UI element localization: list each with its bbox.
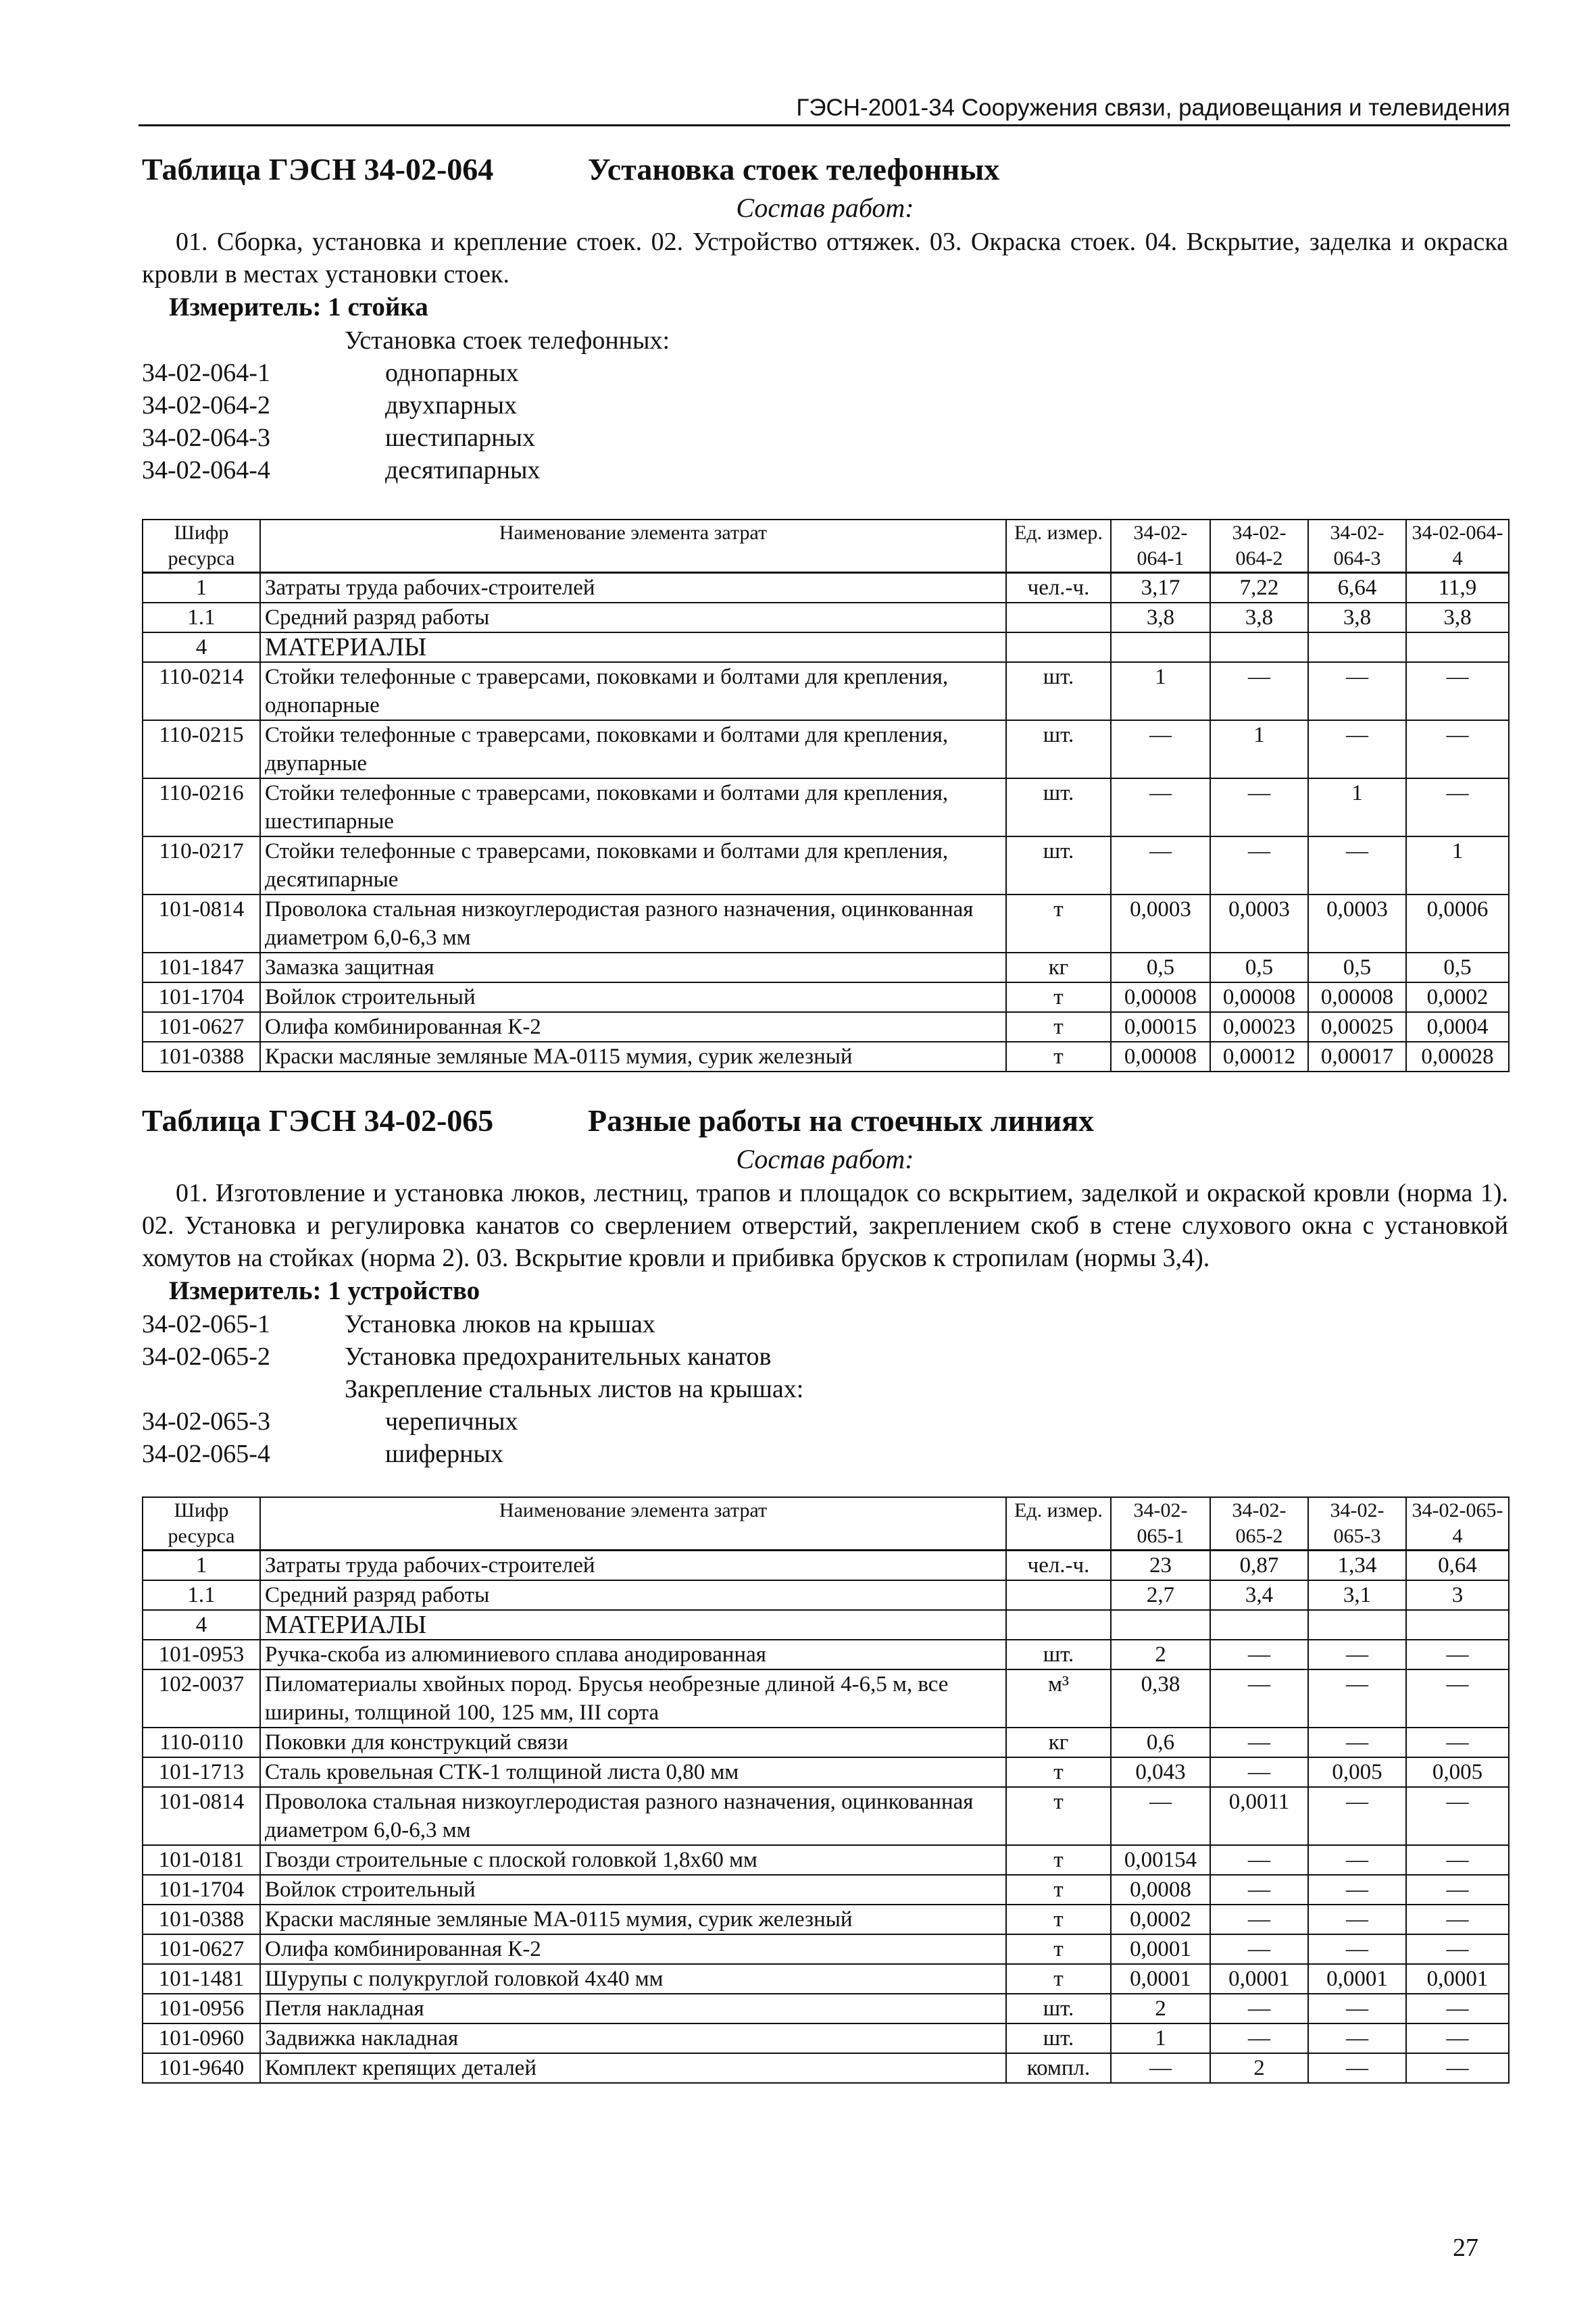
norm-code: 34-02-065-2 [142, 1342, 270, 1371]
unit-cell: шт. [1006, 662, 1111, 720]
col-header-norm: 34-02-065-2 [1210, 1497, 1308, 1551]
table-row [143, 1012, 1509, 1042]
norm-code: 34-02-065-1 [142, 1310, 270, 1338]
value-cell: — [1210, 1994, 1308, 2023]
col-header-unit: Ед. измер. [1006, 520, 1111, 573]
resource-name: Затраты труда рабочих-строителей [260, 1551, 1006, 1581]
value-cell: 3,4 [1210, 1580, 1308, 1610]
norm-code: 34-02-064-2 [142, 391, 270, 420]
value-cell: 0,0003 [1111, 895, 1210, 953]
value-cell: 0,00012 [1210, 1042, 1308, 1072]
norm-item [142, 389, 1508, 422]
value-cell [1210, 1610, 1308, 1640]
value-cell: — [1210, 2023, 1308, 2053]
unit-cell: шт. [1006, 2023, 1111, 2053]
value-cell: 0,00015 [1111, 1012, 1210, 1042]
value-cell: — [1111, 778, 1210, 836]
unit-cell [1006, 603, 1111, 632]
table-row [143, 1551, 1509, 1581]
norm-item [142, 422, 1508, 454]
resource-name: Сталь кровельная СТК-1 толщиной листа 0,80 мм [260, 1757, 1006, 1787]
unit-cell: шт. [1006, 720, 1111, 778]
table-row [143, 1610, 1509, 1640]
value-cell: 0,0001 [1111, 1934, 1210, 1964]
col-header-norm: 34-02-064-3 [1308, 520, 1406, 573]
value-cell: — [1210, 1728, 1308, 1757]
resource-name: Стойки телефонные с траверсами, поковками и болтами для крепления, однопарные [260, 662, 1006, 720]
norms-list [142, 1308, 1508, 1373]
value-cell: 1 [1111, 662, 1210, 720]
value-cell: — [1210, 1845, 1308, 1875]
resource-code: 101-0956 [143, 1994, 260, 2023]
resource-code: 101-1704 [143, 1875, 260, 1905]
value-cell [1111, 1610, 1210, 1640]
value-cell: — [1210, 1905, 1308, 1934]
value-cell: 0,5 [1210, 953, 1308, 982]
resource-name: Пиломатериалы хвойных пород. Брусья необрезные длиной 4-6,5 м, все ширины, толщиной 100, 125 мм, III сорта [260, 1669, 1006, 1728]
value-cell: 0,00023 [1210, 1012, 1308, 1042]
table-row [143, 953, 1509, 982]
table-row [143, 2023, 1509, 2053]
value-cell: — [1406, 1728, 1509, 1757]
col-header-unit: Ед. измер. [1006, 1497, 1111, 1551]
resource-name: МАТЕРИАЛЫ [260, 1610, 1006, 1640]
value-cell: — [1111, 836, 1210, 895]
resource-code: 1.1 [143, 603, 260, 632]
table-row [143, 1580, 1509, 1610]
unit-cell: т [1006, 895, 1111, 953]
value-cell: 0,87 [1210, 1551, 1308, 1581]
value-cell: 0,00008 [1111, 982, 1210, 1012]
col-header-norm: 34-02-065-3 [1308, 1497, 1406, 1551]
resource-code: 1 [143, 1551, 260, 1581]
resource-code: 101-9640 [143, 2053, 260, 2083]
value-cell: 0,0001 [1406, 1964, 1509, 1994]
resource-code: 101-1713 [143, 1757, 260, 1787]
resource-code: 101-0388 [143, 1042, 260, 1072]
value-cell: 7,22 [1210, 573, 1308, 603]
meter: Измеритель: 1 устройство [169, 1276, 480, 1305]
table-row [143, 836, 1509, 895]
resource-code: 1.1 [143, 1580, 260, 1610]
resource-code: 110-0216 [143, 778, 260, 836]
value-cell: — [1308, 662, 1406, 720]
unit-cell: т [1006, 1042, 1111, 1072]
value-cell: — [1210, 1669, 1308, 1728]
value-cell: — [1210, 1757, 1308, 1787]
table-code: Таблица ГЭСН 34-02-064 [142, 152, 494, 186]
value-cell: — [1308, 1845, 1406, 1875]
value-cell: 0,0004 [1406, 1012, 1509, 1042]
value-cell: 0,00008 [1210, 982, 1308, 1012]
value-cell: — [1210, 1875, 1308, 1905]
value-cell: 2 [1111, 1994, 1210, 2023]
value-cell: 3,8 [1406, 603, 1509, 632]
table-row [143, 1728, 1509, 1757]
composition-title: Состав работ: [736, 193, 914, 223]
norm-code: 34-02-064-4 [142, 456, 270, 484]
value-cell: 0,0011 [1210, 1787, 1308, 1845]
norm-code: 34-02-064-3 [142, 424, 270, 452]
norms-list [142, 1405, 1508, 1470]
col-header-name: Наименование элемента затрат [260, 1497, 1006, 1551]
resource-name: Краски масляные земляные МА-0115 мумия, сурик железный [260, 1042, 1006, 1072]
unit-cell: м³ [1006, 1669, 1111, 1728]
value-cell: 11,9 [1406, 573, 1509, 603]
value-cell: 1 [1111, 2023, 1210, 2053]
section-34-02-064 [142, 150, 1508, 486]
value-cell: — [1210, 1934, 1308, 1964]
value-cell: — [1308, 836, 1406, 895]
unit-cell: кг [1006, 953, 1111, 982]
value-cell: — [1308, 1994, 1406, 2023]
resource-code: 110-0215 [143, 720, 260, 778]
resource-name: Гвозди строительные с плоской головкой 1,8х60 мм [260, 1845, 1006, 1875]
resource-code: 101-0181 [143, 1845, 260, 1875]
value-cell: 1 [1308, 778, 1406, 836]
resource-code: 101-0388 [143, 1905, 260, 1934]
unit-cell: чел.-ч. [1006, 1551, 1111, 1581]
value-cell: — [1308, 1875, 1406, 1905]
resource-code: 101-0814 [143, 895, 260, 953]
table-row [143, 895, 1509, 953]
resource-name: Войлок строительный [260, 1875, 1006, 1905]
resource-name: Войлок строительный [260, 982, 1006, 1012]
table-row [143, 1042, 1509, 1072]
value-cell: 0,5 [1111, 953, 1210, 982]
value-cell: 0,043 [1111, 1757, 1210, 1787]
value-cell [1111, 632, 1210, 662]
resource-name: Средний разряд работы [260, 1580, 1006, 1610]
value-cell: — [1308, 2053, 1406, 2083]
table-row [143, 720, 1509, 778]
resource-name: Стойки телефонные с траверсами, поковками и болтами для крепления, десятипарные [260, 836, 1006, 895]
col-header-code: Шифр ресурса [143, 1497, 260, 1551]
value-cell: 1 [1406, 836, 1509, 895]
norm-item [142, 357, 1508, 389]
resource-code: 110-0217 [143, 836, 260, 895]
value-cell: — [1406, 1787, 1509, 1845]
value-cell: — [1210, 1640, 1308, 1669]
unit-cell: т [1006, 1964, 1111, 1994]
value-cell: 0,64 [1406, 1551, 1509, 1581]
value-cell: — [1308, 1905, 1406, 1934]
resource-code: 101-0814 [143, 1787, 260, 1845]
table-title: Установка стоек телефонных [588, 152, 1000, 186]
table-row [143, 573, 1509, 603]
col-header-code: Шифр ресурса [143, 520, 260, 573]
resource-code: 4 [143, 1610, 260, 1640]
resource-name: Шурупы с полукруглой головкой 4х40 мм [260, 1964, 1006, 1994]
value-cell: 3,8 [1210, 603, 1308, 632]
value-cell: — [1111, 2053, 1210, 2083]
value-cell: — [1406, 1640, 1509, 1669]
table-heading [142, 1101, 1508, 1140]
resource-name: Стойки телефонные с траверсами, поковками и болтами для крепления, шестипарные [260, 778, 1006, 836]
value-cell: — [1406, 662, 1509, 720]
resource-name: Ручка-скоба из алюминиевого сплава анодированная [260, 1640, 1006, 1669]
unit-cell: т [1006, 1757, 1111, 1787]
value-cell: — [1308, 1669, 1406, 1728]
table-row [143, 778, 1509, 836]
value-cell: 0,00008 [1308, 982, 1406, 1012]
value-cell: 0,5 [1308, 953, 1406, 982]
value-cell: — [1406, 778, 1509, 836]
table-row [143, 982, 1509, 1012]
value-cell: 3 [1406, 1580, 1509, 1610]
unit-cell: шт. [1006, 1994, 1111, 2023]
composition-text: 01. Изготовление и установка люков, лестниц, трапов и площадок со вскрытием, заделкой и окраской кровли (норма 1). 02. Установка и регулировка канатов со сверлением отверстий, закреплением скоб в стене слухового окна с установкой хомутов на стойках (норма 2). 03. Вскрытие кровли и прибивка брусков к стропилам (нормы 3,4). [142, 1179, 1508, 1272]
table-row [143, 1845, 1509, 1875]
resource-code: 101-1847 [143, 953, 260, 982]
composition-text: 01. Сборка, установка и крепление стоек. 02. Устройство оттяжек. 03. Окраска стоек. 04. Вскрытие, заделка и окраска кровли в местах установки стоек. [142, 228, 1508, 288]
table-title: Разные работы на стоечных линиях [588, 1103, 1095, 1138]
unit-cell [1006, 632, 1111, 662]
value-cell [1308, 632, 1406, 662]
value-cell: 6,64 [1308, 573, 1406, 603]
value-cell: 0,00154 [1111, 1845, 1210, 1875]
value-cell: 1,34 [1308, 1551, 1406, 1581]
value-cell: 0,00025 [1308, 1012, 1406, 1042]
resource-code: 101-0627 [143, 1012, 260, 1042]
resource-code: 102-0037 [143, 1669, 260, 1728]
table-row [143, 603, 1509, 632]
value-cell: 1 [1210, 720, 1308, 778]
unit-cell: т [1006, 1875, 1111, 1905]
value-cell: 3,17 [1111, 573, 1210, 603]
resource-code: 101-0627 [143, 1934, 260, 1964]
value-cell: 0,6 [1111, 1728, 1210, 1757]
unit-cell: шт. [1006, 778, 1111, 836]
value-cell: — [1406, 1934, 1509, 1964]
value-cell: — [1210, 836, 1308, 895]
norm-name: шестипарных [385, 424, 535, 452]
value-cell: — [1406, 1875, 1509, 1905]
unit-cell: шт. [1006, 836, 1111, 895]
resource-name: Комплект крепящих деталей [260, 2053, 1006, 2083]
value-cell: — [1406, 1905, 1509, 1934]
resource-code: 110-0214 [143, 662, 260, 720]
value-cell: — [1406, 1845, 1509, 1875]
resource-code: 101-1481 [143, 1964, 260, 1994]
col-header-name: Наименование элемента затрат [260, 520, 1006, 573]
resource-code: 4 [143, 632, 260, 662]
table-row [143, 1875, 1509, 1905]
col-header-norm: 34-02-064-1 [1111, 520, 1210, 573]
value-cell: 3,1 [1308, 1580, 1406, 1610]
col-header-norm: 34-02-065-1 [1111, 1497, 1210, 1551]
resource-name: Средний разряд работы [260, 603, 1006, 632]
unit-cell: т [1006, 1787, 1111, 1845]
value-cell: — [1406, 720, 1509, 778]
table-row [143, 1757, 1509, 1787]
norm-name: шиферных [385, 1440, 503, 1468]
norm-code: 34-02-065-3 [142, 1407, 270, 1436]
table-row [143, 1905, 1509, 1934]
composition-title: Состав работ: [736, 1144, 914, 1174]
unit-cell: т [1006, 1012, 1111, 1042]
value-cell: 0,0003 [1308, 895, 1406, 953]
value-cell: 0,0006 [1406, 895, 1509, 953]
value-cell: 2 [1210, 2053, 1308, 2083]
resource-name: Петля накладная [260, 1994, 1006, 2023]
value-cell: — [1111, 720, 1210, 778]
value-cell: 3,8 [1308, 603, 1406, 632]
table-row [143, 1964, 1509, 1994]
resource-code: 101-0953 [143, 1640, 260, 1669]
value-cell: — [1308, 1934, 1406, 1964]
col-header-norm: 34-02-064-4 [1406, 520, 1509, 573]
running-header: ГЭСН-2001-34 Сооружения связи, радиовещания и телевидения [139, 93, 1510, 126]
col-header-norm: 34-02-065-4 [1406, 1497, 1509, 1551]
value-cell: 0,0008 [1111, 1875, 1210, 1905]
value-cell: — [1210, 662, 1308, 720]
value-cell: 0,0001 [1308, 1964, 1406, 1994]
resource-name: Краски масляные земляные МА-0115 мумия, сурик железный [260, 1905, 1006, 1934]
norms-list [142, 357, 1508, 486]
value-cell: 0,0002 [1406, 982, 1509, 1012]
resource-name: Задвижка накладная [260, 2023, 1006, 2053]
norms-subheading: Установка стоек телефонных: [345, 326, 670, 355]
norm-item [142, 1308, 1508, 1340]
value-cell: 23 [1111, 1551, 1210, 1581]
resource-code: 110-0110 [143, 1728, 260, 1757]
value-cell: 0,00017 [1308, 1042, 1406, 1072]
resource-name: Олифа комбинированная К-2 [260, 1934, 1006, 1964]
value-cell: 0,00028 [1406, 1042, 1509, 1072]
value-cell: 0,005 [1308, 1757, 1406, 1787]
value-cell: 0,0003 [1210, 895, 1308, 953]
resource-table-34-02-065 [142, 1496, 1510, 2084]
norm-name: черепичных [385, 1407, 518, 1436]
norm-name: Установка предохранительных канатов [345, 1342, 772, 1371]
page-number: 27 [1453, 2234, 1478, 2262]
value-cell [1406, 632, 1509, 662]
norm-item [142, 454, 1508, 486]
table-row [143, 2053, 1509, 2083]
table-row [143, 1934, 1509, 1964]
resource-name: Стойки телефонные с траверсами, поковками и болтами для крепления, двупарные [260, 720, 1006, 778]
unit-cell: чел.-ч. [1006, 573, 1111, 603]
norm-code: 34-02-065-4 [142, 1440, 270, 1468]
table-heading [142, 150, 1508, 189]
value-cell [1406, 1610, 1509, 1640]
table-row [143, 1640, 1509, 1669]
unit-cell [1006, 1610, 1111, 1640]
table-row [143, 1787, 1509, 1845]
resource-name: Затраты труда рабочих-строителей [260, 573, 1006, 603]
resource-name: Замазка защитная [260, 953, 1006, 982]
value-cell: — [1406, 1669, 1509, 1728]
value-cell: 0,0001 [1210, 1964, 1308, 1994]
value-cell: — [1308, 1787, 1406, 1845]
table-row [143, 1994, 1509, 2023]
value-cell: — [1308, 720, 1406, 778]
norm-name: десятипарных [385, 456, 541, 484]
value-cell: 0,0001 [1111, 1964, 1210, 1994]
value-cell: 0,0002 [1111, 1905, 1210, 1934]
value-cell: 0,5 [1406, 953, 1509, 982]
value-cell: — [1308, 2023, 1406, 2053]
value-cell: — [1406, 2023, 1509, 2053]
norms-subheading: Закрепление стальных листов на крышах: [345, 1375, 804, 1403]
resource-name: Поковки для конструкций связи [260, 1728, 1006, 1757]
unit-cell: шт. [1006, 1640, 1111, 1669]
table-row [143, 662, 1509, 720]
value-cell: — [1308, 1728, 1406, 1757]
value-cell: — [1406, 1994, 1509, 2023]
norm-name: Установка люков на крышах [345, 1310, 655, 1338]
unit-cell: т [1006, 1845, 1111, 1875]
value-cell: — [1308, 1640, 1406, 1669]
norm-code: 34-02-064-1 [142, 359, 270, 387]
resource-code: 101-0960 [143, 2023, 260, 2053]
resource-table-34-02-064 [142, 519, 1510, 1072]
value-cell: 3,8 [1111, 603, 1210, 632]
unit-cell: т [1006, 1905, 1111, 1934]
value-cell: 2,7 [1111, 1580, 1210, 1610]
table-row [143, 632, 1509, 662]
table-code: Таблица ГЭСН 34-02-065 [142, 1103, 494, 1138]
unit-cell: кг [1006, 1728, 1111, 1757]
value-cell: 0,38 [1111, 1669, 1210, 1728]
resource-code: 1 [143, 573, 260, 603]
section-34-02-065 [142, 1101, 1508, 1470]
norm-item [142, 1438, 1508, 1470]
resource-code: 101-1704 [143, 982, 260, 1012]
value-cell: 2 [1111, 1640, 1210, 1669]
resource-name: МАТЕРИАЛЫ [260, 632, 1006, 662]
table-row [143, 1669, 1509, 1728]
value-cell: — [1210, 778, 1308, 836]
norm-name: однопарных [385, 359, 519, 387]
norm-item [142, 1340, 1508, 1373]
meter: Измеритель: 1 стойка [169, 293, 428, 322]
unit-cell [1006, 1580, 1111, 1610]
value-cell: 0,005 [1406, 1757, 1509, 1787]
value-cell: — [1406, 2053, 1509, 2083]
norm-name: двухпарных [385, 391, 518, 420]
value-cell [1308, 1610, 1406, 1640]
unit-cell: компл. [1006, 2053, 1111, 2083]
value-cell: 0,00008 [1111, 1042, 1210, 1072]
resource-name: Проволока стальная низкоуглеродистая разного назначения, оцинкованная диаметром 6,0-6,3 мм [260, 895, 1006, 953]
unit-cell: т [1006, 982, 1111, 1012]
value-cell [1210, 632, 1308, 662]
resource-name: Олифа комбинированная К-2 [260, 1012, 1006, 1042]
resource-name: Проволока стальная низкоуглеродистая разного назначения, оцинкованная диаметром 6,0-6,3 мм [260, 1787, 1006, 1845]
unit-cell: т [1006, 1934, 1111, 1964]
value-cell: — [1111, 1787, 1210, 1845]
norm-item [142, 1405, 1508, 1438]
col-header-norm: 34-02-064-2 [1210, 520, 1308, 573]
